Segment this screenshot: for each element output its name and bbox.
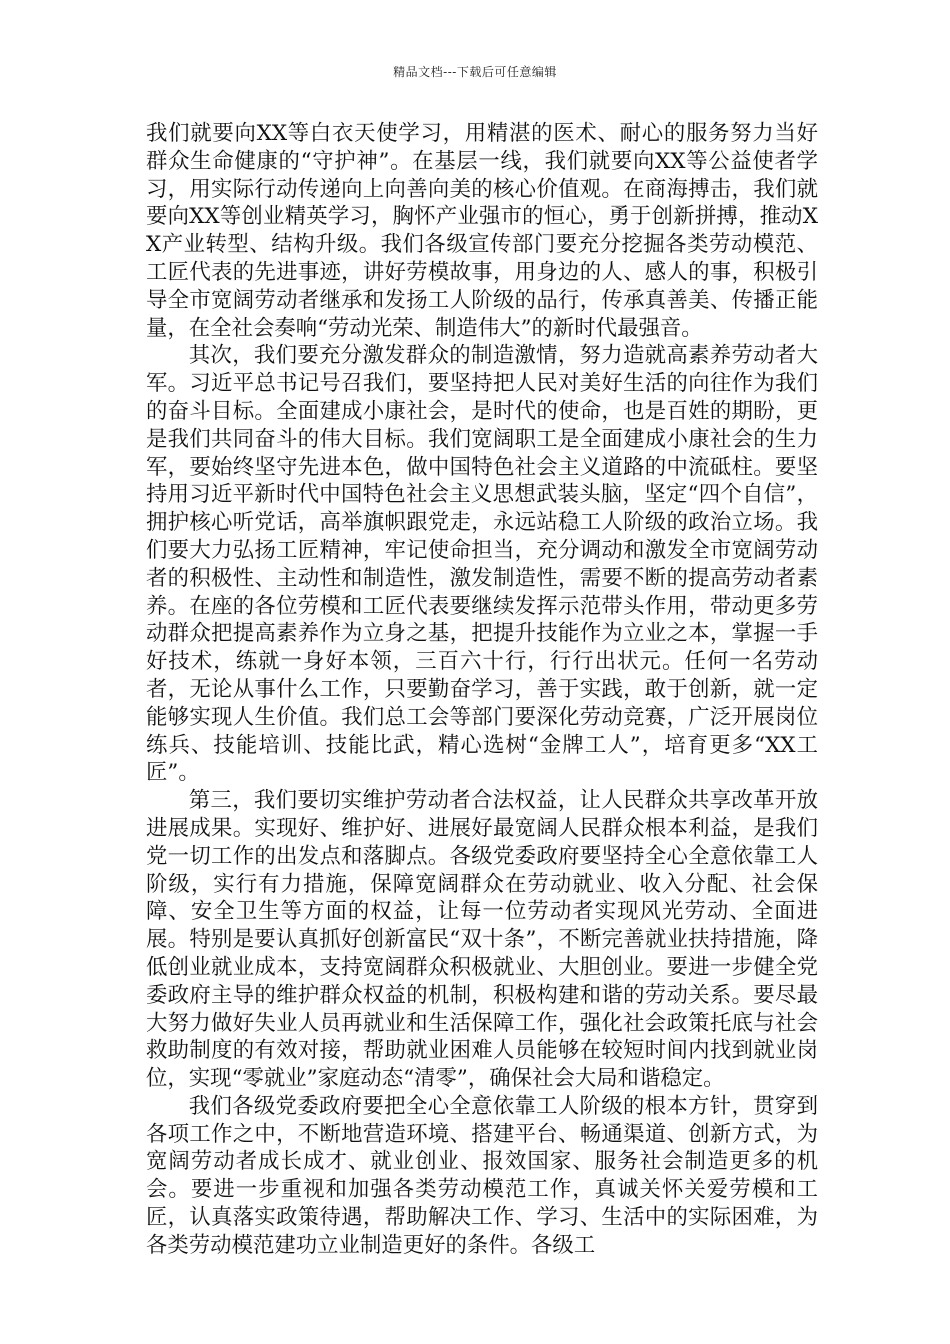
paragraph-4: 我们各级党委政府要把全心全意依靠工人阶级的根本方针，贯穿到各项工作之中，不断地营造环境、搭建平台、畅通渠道、创新方式，为宽阔劳动者成长成才、就业创业、报效国家、服务社会制造更多的机会。要进一步重视和加强各类劳动模范工作，真诚关怀关爱劳模和工匠，认真落实政策待遇，帮助解决工作、学习、生活中的实际困难，为各类劳动模范建功立业制造更好的条件。各级工	[146, 1093, 818, 1258]
paragraph-2: 其次，我们要充分激发群众的制造激情，努力造就高素养劳动者大军。习近平总书记号召我们，要坚持把人民对美好生活的向往作为我们的奋斗目标。全面建成小康社会，是时代的使命，也是百姓的期盼，更是我们共同奋斗的伟大目标。我们宽阔职工是全面建成小康社会的生力军，要始终坚守先进本色，做中国特色社会主义道路的中流砥柱。要坚持用习近平新时代中国特色社会主义思想武装头脑，坚定“四个自信”，拥护核心听党话，高举旗帜跟党走，永远站稳工人阶级的政治立场。我们要大力弘扬工匠精神，牢记使命担当，充分调动和激发全市宽阔劳动者的积极性、主动性和制造性，激发制造性，需要不断的提高劳动者素养。在座的各位劳模和工匠代表要继续发挥示范带头作用，带动更多劳动群众把提高素养作为立身之基，把提升技能作为立业之本，掌握一手好技术，练就一身好本领，三百六十行，行行出状元。任何一名劳动者，无论从事什么工作，只要勤奋学习，善于实践，敢于创新，就一定能够实现人生价值。我们总工会等部门要深化劳动竞赛，广泛开展岗位练兵、技能培训、技能比武，精心选树“金牌工人”，培育更多“XX工匠”。	[146, 343, 818, 786]
paragraph-3: 第三，我们要切实维护劳动者合法权益，让人民群众共享改革开放进展成果。实现好、维护好、进展好最宽阔人民群众根本利益，是我们党一切工作的出发点和落脚点。各级党委政府要坚持全心全意依靠工人阶级，实行有力措施，保障宽阔群众在劳动就业、收入分配、社会保障、安全卫生等方面的权益，让每一位劳动者实现风光劳动、全面进展。特别是要认真抓好创新富民“双十条”，不断完善就业扶持措施，降低创业就业成本，支持宽阔群众积极就业、大胆创业。要进一步健全党委政府主导的维护群众权益的机制，积极构建和谐的劳动关系。要尽最大努力做好失业人员再就业和生活保障工作，强化社会政策托底与社会救助制度的有效对接，帮助就业困难人员能够在较短时间内找到就业岗位，实现“零就业”家庭动态“清零”，确保社会大局和谐稳定。	[146, 788, 818, 1092]
page-header: 精品文档---下载后可任意编辑	[393, 65, 557, 79]
document-body	[146, 120, 818, 1260]
paragraph-1: 我们就要向XX等白衣天使学习，用精湛的医术、耐心的服务努力当好群众生命健康的“守护神”。在基层一线，我们就要向XX等公益使者学习，用实际行动传递向上向善向美的核心价值观。在商海搏击，我们就要向XX等创业精英学习，胸怀产业强市的恒心，勇于创新拼搏，推动XX产业转型、结构升级。我们各级宣传部门要充分挖掘各类劳动模范、工匠代表的先进事迹，讲好劳模故事，用身边的人、感人的事，积极引导全市宽阔劳动者继承和发扬工人阶级的品行，传承真善美、传播正能量，在全社会奏响“劳动光荣、制造伟大”的新时代最强音。	[146, 121, 818, 341]
